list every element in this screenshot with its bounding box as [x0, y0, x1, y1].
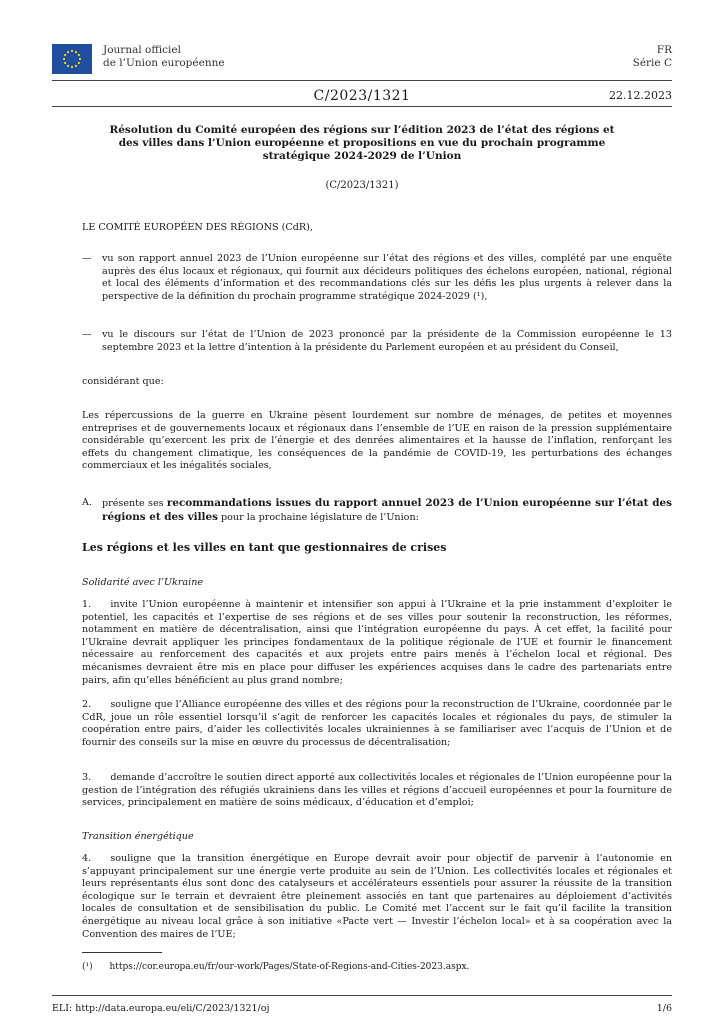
point-a-letter: A. [82, 497, 92, 508]
journal-name [103, 44, 225, 70]
dash-mark: — [82, 253, 92, 264]
footnote-rule [82, 952, 162, 953]
point-a-pre: présente ses [102, 498, 167, 509]
paragraph-3: 3. demande d’accroître le soutien direct apporté aux collectivités locales et régionales de l’Union européenne pour la gestion de l’intégration des réfugiés ukrainiens dans les villes et régions d’accueil européennes et pour la fourniture de services, principalement en matière de soins médicaux, d’éducation et d’emploi; [82, 772, 672, 809]
paragraph-4: 4. souligne que la transition énergétique en Europe devrait avoir pour objectif de parvenir à l’autonomie en s’appuyant principalement sur une énergie verte produite au sein de l’Union. Les collectivités locales et régionales et leurs représentants élus sont donc des catalyseurs et accélérateurs essentiels pour assurer la réussite de la transition écologique sur le terrain et devraient être pleinement associés en tant que partenaires au déploiement d’activités locales de consultation et de sensibilisation du public. Le Comité met l’accent sur le fait qu’il facilite la transition énergétique au niveau local grâce à son initiative «Pacte vert — Investir l’échelon local» et à sa coopération avec la Convention des maires de l’UE; [82, 853, 672, 940]
footnote-mark: (¹) [82, 962, 93, 972]
journal-line-2: de l’Union européenne [103, 57, 225, 69]
language-code: FR [656, 44, 672, 56]
paragraph-2: 2. souligne que l’Alliance européenne des villes et des régions pour la reconstruction de l’Ukraine, coordonnée par le CdR, joue un rôle essentiel lorsqu’il s’agit de renforcer les capacités locales et régionales du pays, de stimuler la coopération entre pairs, d’aider les collectivités locales ukrainiennes à se familiariser avec l’acquis de l’Union et de fournir des conseils sur la mise en œuvre du processus de décentralisation; [82, 699, 672, 748]
paragraph-1: 1. invite l’Union européenne à maintenir et intensifier son appui à l’Ukraine et la prie instamment d’exploiter le potentiel, les capacités et l’expertise de ses régions et de ses villes pour soutenir la reconstruction, les réformes, notamment en matière de décentralisation, ainsi que l’intégration européenne du pays. À cet effet, la facilité pour l’Ukraine devrait appliquer les principes fondamentaux de la politique régionale de l’UE et fournir le financement nécessaire au renforcement des capacités et aux projets entre pairs menés à l’échelon local et régional. Des mécanismes devraient être mis en place pour diffuser les expériences acquises dans le cadre des partenariats entre pairs, afin qu’elles bénéficient au plus grand nombre; [82, 599, 672, 686]
point-a [82, 497, 672, 524]
publication-date: 22.12.2023 [609, 89, 672, 102]
series-label: Série C [632, 57, 672, 69]
recital-2-text: vu le discours sur l’état de l’Union de 2023 prononcé par la présidente de la Commission européenne le 13 septembre 2023 et la lettre d’intention à la présidente du Parlement européen et au président du Conseil, [102, 329, 672, 353]
journal-line-1: Journal officiel [103, 44, 181, 56]
recital-1-text: vu son rapport annuel 2023 de l’Union européenne sur l’état des régions et des villes, complété par une enquête auprès des élus locaux et régionaux, qui fournit aux décideurs politiques des échelons européen, national, régional et local des éléments d’information et des recommandations clés sur les défis les plus urgents à relever dans la perspective de la définition du prochain programme stratégique 2024-2029 (¹), [102, 253, 672, 302]
page-number: 1/6 [656, 1003, 672, 1014]
point-a-post: pour la prochaine législature de l’Union: [217, 511, 419, 523]
header-rule-2 [52, 106, 672, 107]
subheading-ukraine: Solidarité avec l’Ukraine [82, 577, 204, 588]
language-series [633, 44, 672, 70]
considering-label: considérant que: [82, 376, 164, 387]
eu-stars-icon [52, 44, 92, 74]
dash-mark: — [82, 329, 92, 340]
header-rule [52, 80, 672, 81]
footer-rule [52, 995, 672, 996]
document-number: C/2023/1321 [313, 88, 411, 104]
document-reference: (C/2023/1321) [325, 180, 399, 191]
eli-link[interactable]: ELI: http://data.europa.eu/eli/C/2023/1321/oj [52, 1003, 270, 1014]
subheading-energy: Transition énergétique [82, 831, 194, 842]
recital-1 [82, 253, 672, 303]
intro-line: LE COMITÉ EUROPÉEN DES RÉGIONS (CdR), [82, 222, 313, 233]
eu-flag-logo [52, 44, 92, 74]
considering-text: Les répercussions de la guerre en Ukraine pèsent lourdement sur nombre de ménages, de petites et moyennes entreprises et de gouvernements locaux et régionaux dans l’ensemble de l’UE en raison de la pression supplémentaire considérable qu’exercent les prix de l’énergie et des denrées alimentaires et la hausse de l’inflation, renforçant les effets du changement climatique, les conséquences de la pandémie de COVID-19, les perturbations des échanges commerciaux et les inégalités sociales, [82, 410, 672, 472]
document-title: Résolution du Comité européen des régions sur l’édition 2023 de l’état des régions et des villes dans l’Union européenne et propositions en vue du prochain programme stratégique 2024-2029 de l’Union [109, 124, 615, 162]
recital-2 [82, 329, 672, 354]
footnote [82, 962, 469, 972]
point-a-bold: recommandations issues du rapport annuel 2023 de l’Union européenne sur l’état des régions et des villes [102, 497, 673, 523]
section-heading: Les régions et les villes en tant que gestionnaires de crises [82, 541, 447, 554]
footnote-link[interactable]: https://cor.europa.eu/fr/our-work/Pages/State-of-Regions-and-Cities-2023.aspx. [109, 962, 470, 972]
